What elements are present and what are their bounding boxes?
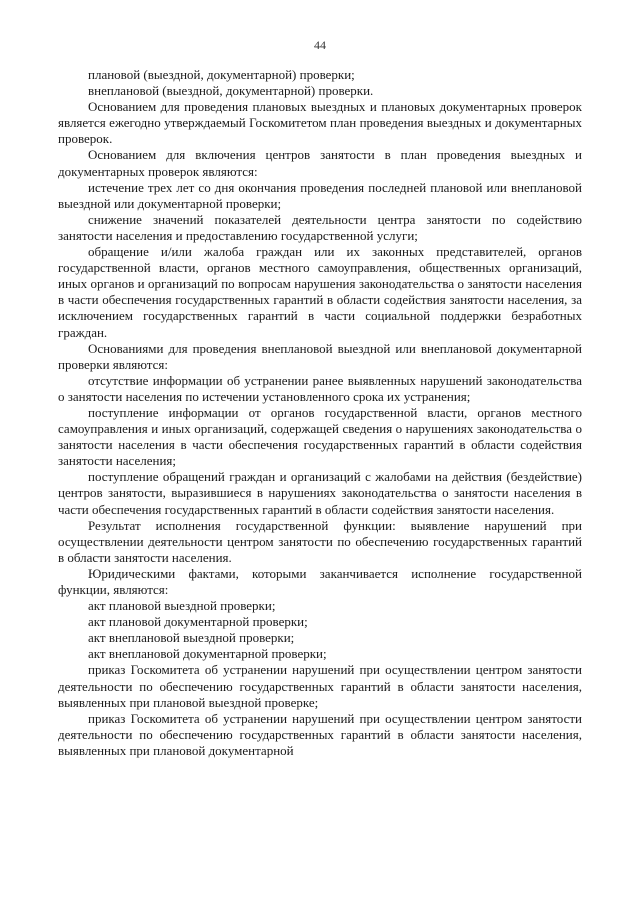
paragraph: акт внеплановой выездной проверки;	[88, 630, 295, 646]
paragraph: истечение трех лет со дня окончания проведения последней плановой или внеплановой выездной или документарной проверки;	[58, 179, 582, 211]
paragraph: акт внеплановой документарной проверки;	[88, 646, 327, 662]
paragraph: отсутствие информации об устранении ранее выявленных нарушений законодательства о занятости населения по истечении установленного срока их устранения;	[58, 372, 582, 404]
paragraph: Основанием для проведения плановых выездных и плановых документарных проверок является ежегодно утверждаемый Госкомитетом план проведения выездных и документарных проверок.	[58, 99, 582, 147]
paragraph: приказ Госкомитета об устранении нарушений при осуществлении центром занятости деятельности по обеспечению государственных гарантий в области занятости населения, выявленных при плановой выездной проверке;	[58, 662, 582, 710]
page-number: 44	[314, 38, 326, 52]
paragraph: поступление обращений граждан и организаций с жалобами на действия (бездействие) центров занятости, выразившиеся в нарушениях законодательства о занятости населения в части обеспечения государственных гарантий в области содействия занятости населения.	[58, 469, 582, 517]
paragraph: снижение значений показателей деятельности центра занятости по содействию занятости населения и предоставлению государственной услуги;	[58, 211, 582, 243]
paragraph: акт плановой выездной проверки;	[88, 598, 276, 614]
paragraph: Результат исполнения государственной функции: выявление нарушений при осуществлении деятельности центром занятости по обеспечению государственных гарантий в области занятости населения.	[58, 517, 582, 565]
paragraph: обращение и/или жалоба граждан или их законных представителей, органов государственной власти, органов местного самоуправления, общественных организаций, иных органов и организаций по вопросам нарушения законодательства о занятости населения в части обеспечения государственных гарантий в области содействия занятости населения, за исключением государственных гарантий в части социальной поддержки безработных граждан.	[58, 244, 582, 340]
paragraph: Юридическими фактами, которыми заканчивается исполнение государственной функции, являются:	[58, 565, 582, 597]
paragraph: плановой (выездной, документарной) проверки;	[88, 67, 355, 82]
paragraph: Основаниями для проведения внеплановой выездной или внеплановой документарной проверки являются:	[58, 340, 582, 372]
paragraph: акт плановой документарной проверки;	[88, 614, 308, 630]
paragraph: поступление информации от органов государственной власти, органов местного самоуправления и иных организаций, содержащей сведения о нарушениях законодательства о занятости населения в части обеспечения государственных гарантий в области содействия занятости населения;	[58, 404, 582, 469]
document-body	[58, 67, 582, 759]
paragraph: приказ Госкомитета об устранении нарушений при осуществлении центром занятости деятельности по обеспечению государственных гарантий в области занятости населения, выявленных при плановой документарной	[58, 710, 582, 758]
paragraph: Основанием для включения центров занятости в план проведения выездных и документарных проверок являются:	[58, 147, 582, 179]
paragraph: внеплановой (выездной, документарной) проверки.	[88, 83, 374, 99]
